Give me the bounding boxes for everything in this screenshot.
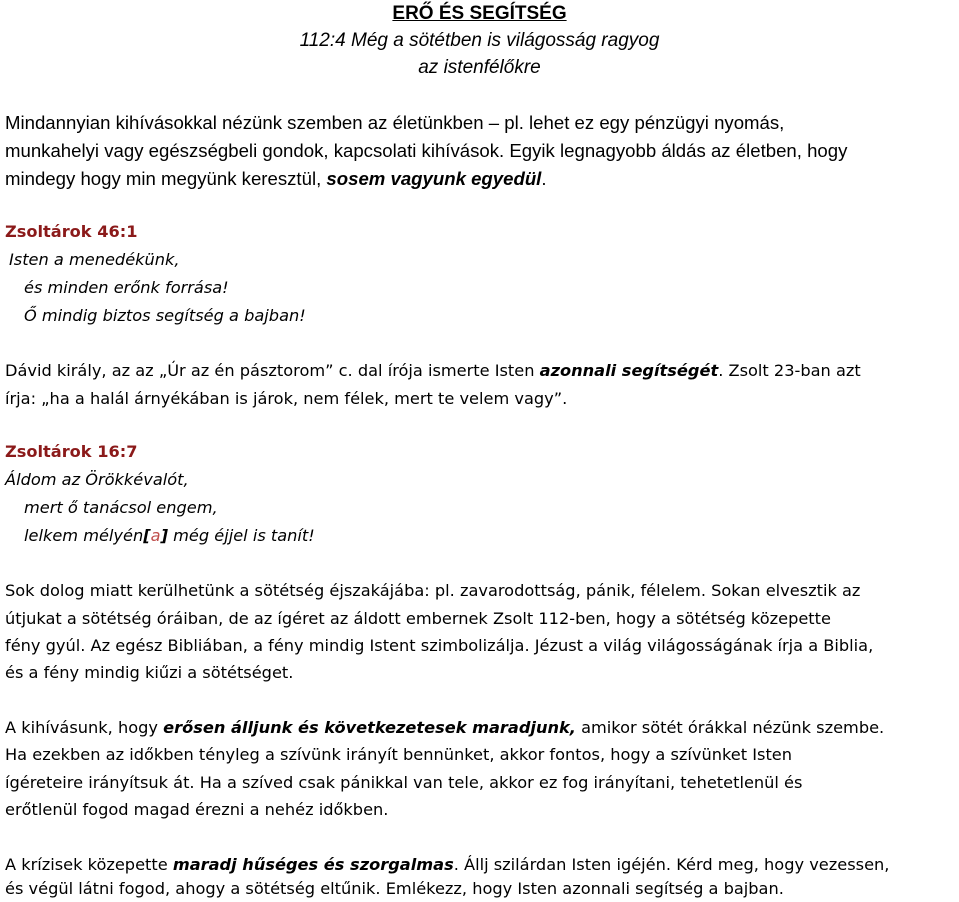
footnote-bracket-close: ]: [160, 526, 168, 545]
intro-line-2: munkahelyi vagy egészségbeli gondok, kapcsolati kihívások. Egyik legnagyobb áldás az életben, hogy: [5, 140, 848, 161]
psalm-46-line-3: Ő mindig biztos segítség a bajban!: [24, 306, 306, 325]
crisis-line-1-text: A krízisek közepette: [5, 855, 173, 874]
crisis-line-1-end: . Állj szilárdan Isten igéjén. Kérd meg, hogy vezessen,: [453, 855, 890, 874]
challenge-emphasis: erősen álljunk és következetesek maradjunk,: [163, 718, 576, 737]
psalm-16-line-3: [24, 523, 315, 549]
psalm-16-reference: Zsoltárok 16:7: [5, 442, 138, 461]
psalm-46-line-2: és minden erőnk forrása!: [24, 278, 229, 297]
challenge-line-3: ígéreteire irányítsuk át. Ha a szíved csak pánikkal van tele, akkor ez fog irányítani, tehetetlenül és: [5, 773, 803, 792]
intro-line-3: [5, 166, 547, 192]
footnote-bracket-open: [: [143, 526, 151, 545]
intro-emphasis: sosem vagyunk egyedül: [326, 168, 542, 189]
psalm-16-line-3-text: lelkem mélyén: [24, 526, 144, 545]
crisis-emphasis: maradj hűséges és szorgalmas: [172, 855, 454, 874]
intro-line-1: Mindannyian kihívásokkal nézünk szemben az életünkben – pl. lehet ez egy pénzügyi nyomás,: [5, 112, 785, 133]
footnote-marker[interactable]: a: [150, 526, 161, 545]
intro-line-3-text: mindegy hogy min megyünk keresztül,: [5, 168, 327, 189]
challenge-line-2: Ha ezekben az időkben tényleg a szívünk irányít bennünket, akkor fontos, hogy a szívünket Isten: [5, 745, 793, 764]
intro-line-3-end: .: [541, 168, 547, 189]
psalm-46-reference: Zsoltárok 46:1: [5, 222, 138, 241]
challenge-line-4: erőtlenül fogod magad érezni a nehéz időkben.: [5, 800, 389, 819]
psalm-16-line-3-end: még éjjel is tanít!: [167, 526, 315, 545]
verse-subtitle-line-2: az istenfélőkre: [418, 57, 541, 78]
verse-subtitle-line-1: 112:4 Még a sötétben is világosság ragyog: [299, 30, 660, 51]
psalm-46-line-1: Isten a menedékünk,: [9, 250, 180, 269]
crisis-line-2: és végül látni fogod, ahogy a sötétség eltűnik. Emlékezz, hogy Isten azonnali segítség a bajban.: [5, 879, 784, 898]
crisis-line-1: [5, 852, 889, 878]
david-line-1-text: Dávid király, az az „Úr az én pásztorom” c. dal írója ismerte Isten: [5, 361, 540, 380]
david-line-1-end: . Zsolt 23-ban azt: [718, 361, 861, 380]
darkness-line-3: fény gyúl. Az egész Bibliában, a fény mindig Istent szimbolizálja. Jézust a világ világosságának írja a Biblia,: [5, 636, 874, 655]
darkness-line-2: útjukat a sötétség óráiban, de az ígéret az áldott embernek Zsolt 112-ben, hogy a sötétség közepette: [5, 609, 831, 628]
darkness-line-4: és a fény mindig kiűzi a sötétséget.: [5, 663, 294, 682]
challenge-line-1-end: amikor sötét órákkal nézünk szembe.: [575, 718, 885, 737]
david-line-2: írja: „ha a halál árnyékában is járok, nem félek, mert te velem vagy”.: [5, 389, 568, 408]
david-line-1: [5, 358, 861, 384]
psalm-16-line-1: Áldom az Örökkévalót,: [5, 470, 189, 489]
david-emphasis: azonnali segítségét: [539, 361, 719, 380]
psalm-16-line-2: mert ő tanácsol engem,: [24, 498, 218, 517]
darkness-line-1: Sok dolog miatt kerülhetünk a sötétség éjszakájába: pl. zavarodottság, pánik, félelem. Sokan elvesztik az: [5, 581, 861, 600]
page-title: ERŐ ÉS SEGÍTSÉG: [392, 3, 567, 24]
challenge-line-1: [5, 715, 884, 741]
challenge-line-1-text: A kihívásunk, hogy: [5, 718, 164, 737]
